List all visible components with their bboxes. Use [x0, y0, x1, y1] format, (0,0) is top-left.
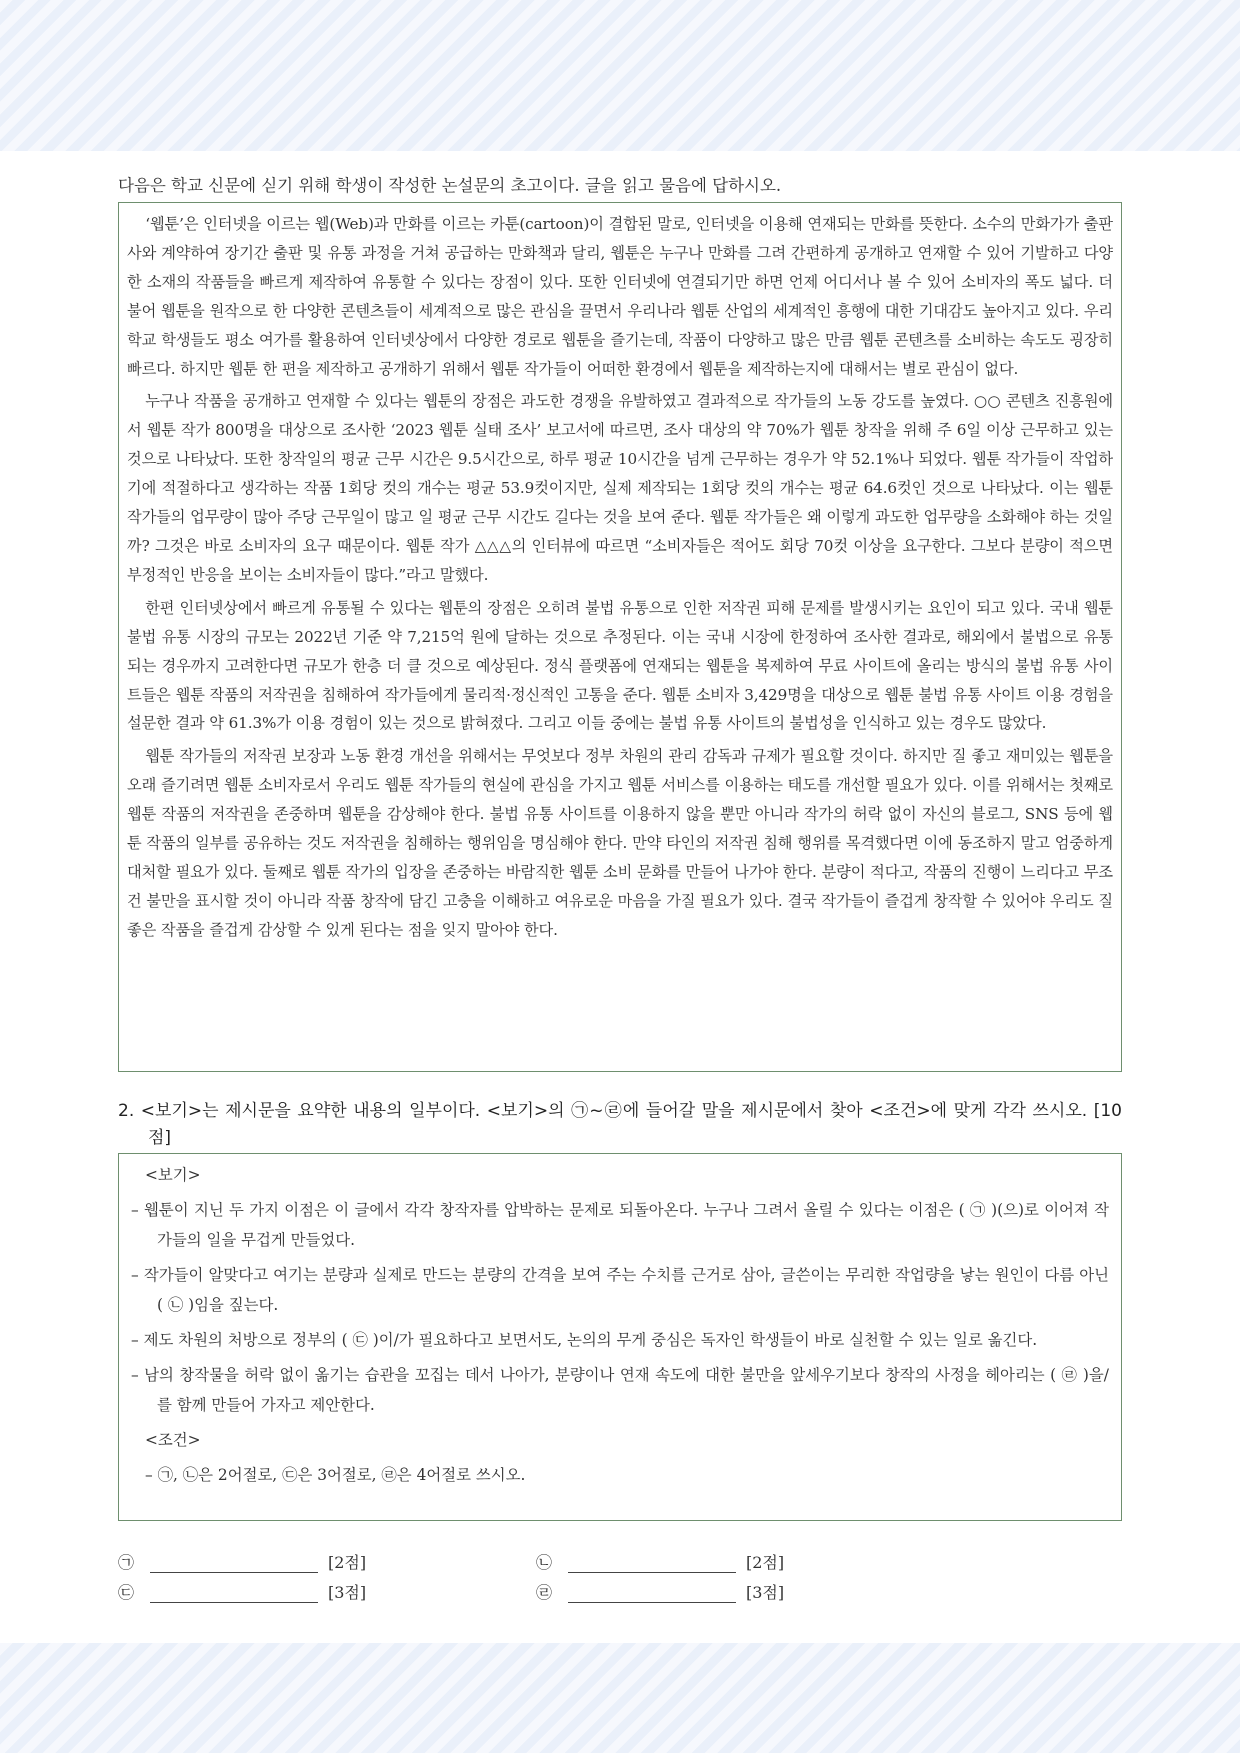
answer-label-1: ㉠: [118, 1553, 135, 1572]
bogi-item-4: – 남의 창작물을 허락 없이 옮기는 습관을 꼬집는 데서 나아가, 분량이나 연재 속도에 대한 불만을 앞세우기보다 창작의 사정을 헤아리는 ( ㉣ )을/를 함께 만들어 가자고 제안한다.: [131, 1366, 1109, 1414]
passage-paragraph-1: ‘웹툰’은 인터넷을 이르는 웹(Web)과 만화를 이르는 카툰(cartoon)이 결합된 말로, 인터넷을 이용해 연재되는 만화를 뜻한다. 소수의 만화가가 출판사와 계약하여 장기간 출판 및 유통 과정을 거쳐 공급하는 만화책과 달리, 웹툰은 누구나 만화를 그려 간편하게 공개하고 연재할 수 있어 기발하고 다양한 소재의 작품들을 빠르게 제작하여 유통할 수 있다는 장점이 있다. 또한 인터넷에 연결되기만 하면 언제 어디서나 볼 수 있어 소비자의 폭도 넓다. 더불어 웹툰을 원작으로 한 다양한 콘텐츠들이 세계적으로 많은 관심을 끌면서 우리나라 웹툰 산업의 세계적인 흥행에 대한 기대감도 높아지고 있다. 우리 학교 학생들도 평소 여가를 활용하여 인터넷상에서 다양한 경로로 웹툰을 즐기는데, 작품이 다양하고 많은 만큼 웹툰 콘텐츠를 소비하는 속도도 굉장히 빠르다. 하지만 웹툰 한 편을 제작하고 공개하기 위해서 웹툰 작가들이 어떠한 환경에서 웹툰을 제작하는지에 대해서는 별로 관심이 없다.: [127, 215, 1113, 378]
answer-blank-2[interactable]: [568, 1552, 736, 1573]
answer-points-4: [3점]: [746, 1583, 785, 1602]
bogi-item-2: – 작가들이 알맞다고 여기는 분량과 실제로 만드는 분량의 간격을 보여 주는 수치를 근거로 삼아, 글쓴이는 무리한 작업량을 낳는 원인이 다름 아닌 ( ㉡ )임을 짚는다.: [131, 1266, 1109, 1314]
answer-points-1: [2점]: [328, 1553, 367, 1572]
footer-pattern-band: [0, 1643, 1240, 1753]
passage-paragraph-3: 한편 인터넷상에서 빠르게 유통될 수 있다는 웹툰의 장점은 오히려 불법 유통으로 인한 저작권 피해 문제를 발생시키는 요인이 되고 있다. 국내 웹툰 불법 유통 시장의 규모는 2022년 기준 약 7,215억 원에 달하는 것으로 추정된다. 이는 국내 시장에 한정하여 조사한 결과로, 해외에서 불법으로 유통되는 경우까지 고려한다면 규모가 한층 더 클 것으로 예상된다. 정식 플랫폼에 연재되는 웹툰을 복제하여 무료 사이트에 올리는 방식의 불법 유통 사이트들은 웹툰 작품의 저작권을 침해하여 작가들에게 물리적·정신적인 고통을 준다. 웹툰 소비자 3,429명을 대상으로 웹툰 불법 유통 사이트 이용 경험을 설문한 결과 약 61.3%가 이용 경험이 있는 것으로 밝혀졌다. 그리고 이들 중에는 불법 유통 사이트의 불법성을 인식하고 있는 경우도 많았다.: [127, 598, 1113, 733]
answer-label-2: ㉡: [536, 1553, 553, 1572]
passage-paragraph-2: 누구나 작품을 공개하고 연재할 수 있다는 웹툰의 장점은 과도한 경쟁을 유발하였고 결과적으로 작가들의 노동 강도를 높였다. ○○ 콘텐츠 진흥원에서 웹툰 작가 800명을 대상으로 조사한 ‘2023 웹툰 실태 조사’ 보고서에 따르면, 조사 대상의 약 70%가 웹툰 창작을 위해 주 6일 이상 근무하고 있는 것으로 나타났다. 또한 창작일의 평균 근무 시간은 9.5시간으로, 하루 평균 10시간을 넘게 근무하는 경우가 약 52.1%나 되었다. 웹툰 작가들이 작업하기에 적절하다고 생각하는 작품 1회당 컷의 개수는 평균 53.9컷이지만, 실제 제작되는 1회당 컷의 개수는 평균 64.6컷인 것으로 나타났다. 이는 웹툰 작가들의 업무량이 많아 주당 근무일이 많고 일 평균 근무 시간도 길다는 것을 보여 준다. 웹툰 작가들은 왜 이렇게 과도한 업무량을 소화해야 하는 것일까? 그것은 바로 소비자의 요구 때문이다. 웹툰 작가 △△△의 인터뷰에 따르면 “소비자들은 적어도 회당 70컷 이상을 요구한다. 그보다 분량이 적으면 부정적인 반응을 보이는 소비자들이 많다.”라고 말했다.: [127, 392, 1113, 584]
answer-row-2: [536, 1550, 784, 1573]
answer-label-4: ㉣: [536, 1583, 553, 1602]
answer-row-1: [118, 1550, 366, 1573]
condition-label: <조건>: [145, 1431, 201, 1449]
condition-text: – ㉠, ㉡은 2어절로, ㉢은 3어절로, ㉣은 4어절로 쓰시오.: [145, 1466, 526, 1484]
answer-blank-1[interactable]: [150, 1552, 318, 1573]
answer-row-3: [118, 1580, 366, 1603]
answer-row-4: [536, 1580, 784, 1603]
header-pattern-band: [0, 0, 1240, 151]
answer-label-3: ㉢: [118, 1583, 135, 1602]
bogi-label: <보기>: [145, 1166, 201, 1184]
passage-box: [118, 202, 1122, 1072]
passage-paragraph-4: 웹툰 작가들의 저작권 보장과 노동 환경 개선을 위해서는 무엇보다 정부 차원의 관리 감독과 규제가 필요할 것이다. 하지만 질 좋고 재미있는 웹툰을 오래 즐기려면 웹툰 소비자로서 우리도 웹툰 작가들의 현실에 관심을 가지고 웹툰 서비스를 이용하는 태도를 개선할 필요가 있다. 이를 위해서는 첫째로 웹툰 작품의 저작권을 존중하며 웹툰을 감상해야 한다. 불법 유통 사이트를 이용하지 않을 뿐만 아니라 작가의 허락 없이 자신의 블로그, SNS 등에 웹툰 작품의 일부를 공유하는 것도 저작권을 침해하는 행위임을 명심해야 한다. 만약 타인의 저작권 침해 행위를 목격했다면 이에 동조하지 말고 엄중하게 대처할 필요가 있다. 둘째로 웹툰 작가의 입장을 존중하는 바람직한 웹툰 소비 문화를 만들어 나가야 한다. 분량이 적다고, 작품의 진행이 느리다고 무조건 불만을 표시할 것이 아니라 작품 창작에 담긴 고충을 이해하고 여유로운 마음을 가질 필요가 있다. 결국 작가들이 즐겁게 창작할 수 있어야 우리도 질 좋은 작품을 즐겁게 감상할 수 있게 된다는 점을 잊지 말아야 한다.: [127, 747, 1113, 939]
question-2-prompt: 2. <보기>는 제시문을 요약한 내용의 일부이다. <보기>의 ㉠~㉣에 들어갈 말을 제시문에서 찾아 <조건>에 맞게 각각 쓰시오. [10점]: [118, 1101, 1122, 1148]
bogi-item-3: – 제도 차원의 처방으로 정부의 ( ㉢ )이/가 필요하다고 보면서도, 논의의 무게 중심은 독자인 학생들이 바로 실천할 수 있는 일로 옮긴다.: [131, 1331, 1038, 1349]
answer-blank-4[interactable]: [568, 1582, 736, 1603]
answer-points-3: [3점]: [328, 1583, 367, 1602]
bogi-box: [118, 1153, 1122, 1521]
answer-points-2: [2점]: [746, 1553, 785, 1572]
bogi-item-1: – 웹툰이 지닌 두 가지 이점은 이 글에서 각각 창작자를 압박하는 문제로 되돌아온다. 누구나 그려서 올릴 수 있다는 이점은 ( ㉠ )(으)로 이어져 작가들의 일을 무겁게 만들었다.: [131, 1201, 1109, 1249]
exam-instruction: 다음은 학교 신문에 싣기 위해 학생이 작성한 논설문의 초고이다. 글을 읽고 물음에 답하시오.: [118, 176, 782, 195]
answer-blank-3[interactable]: [150, 1582, 318, 1603]
